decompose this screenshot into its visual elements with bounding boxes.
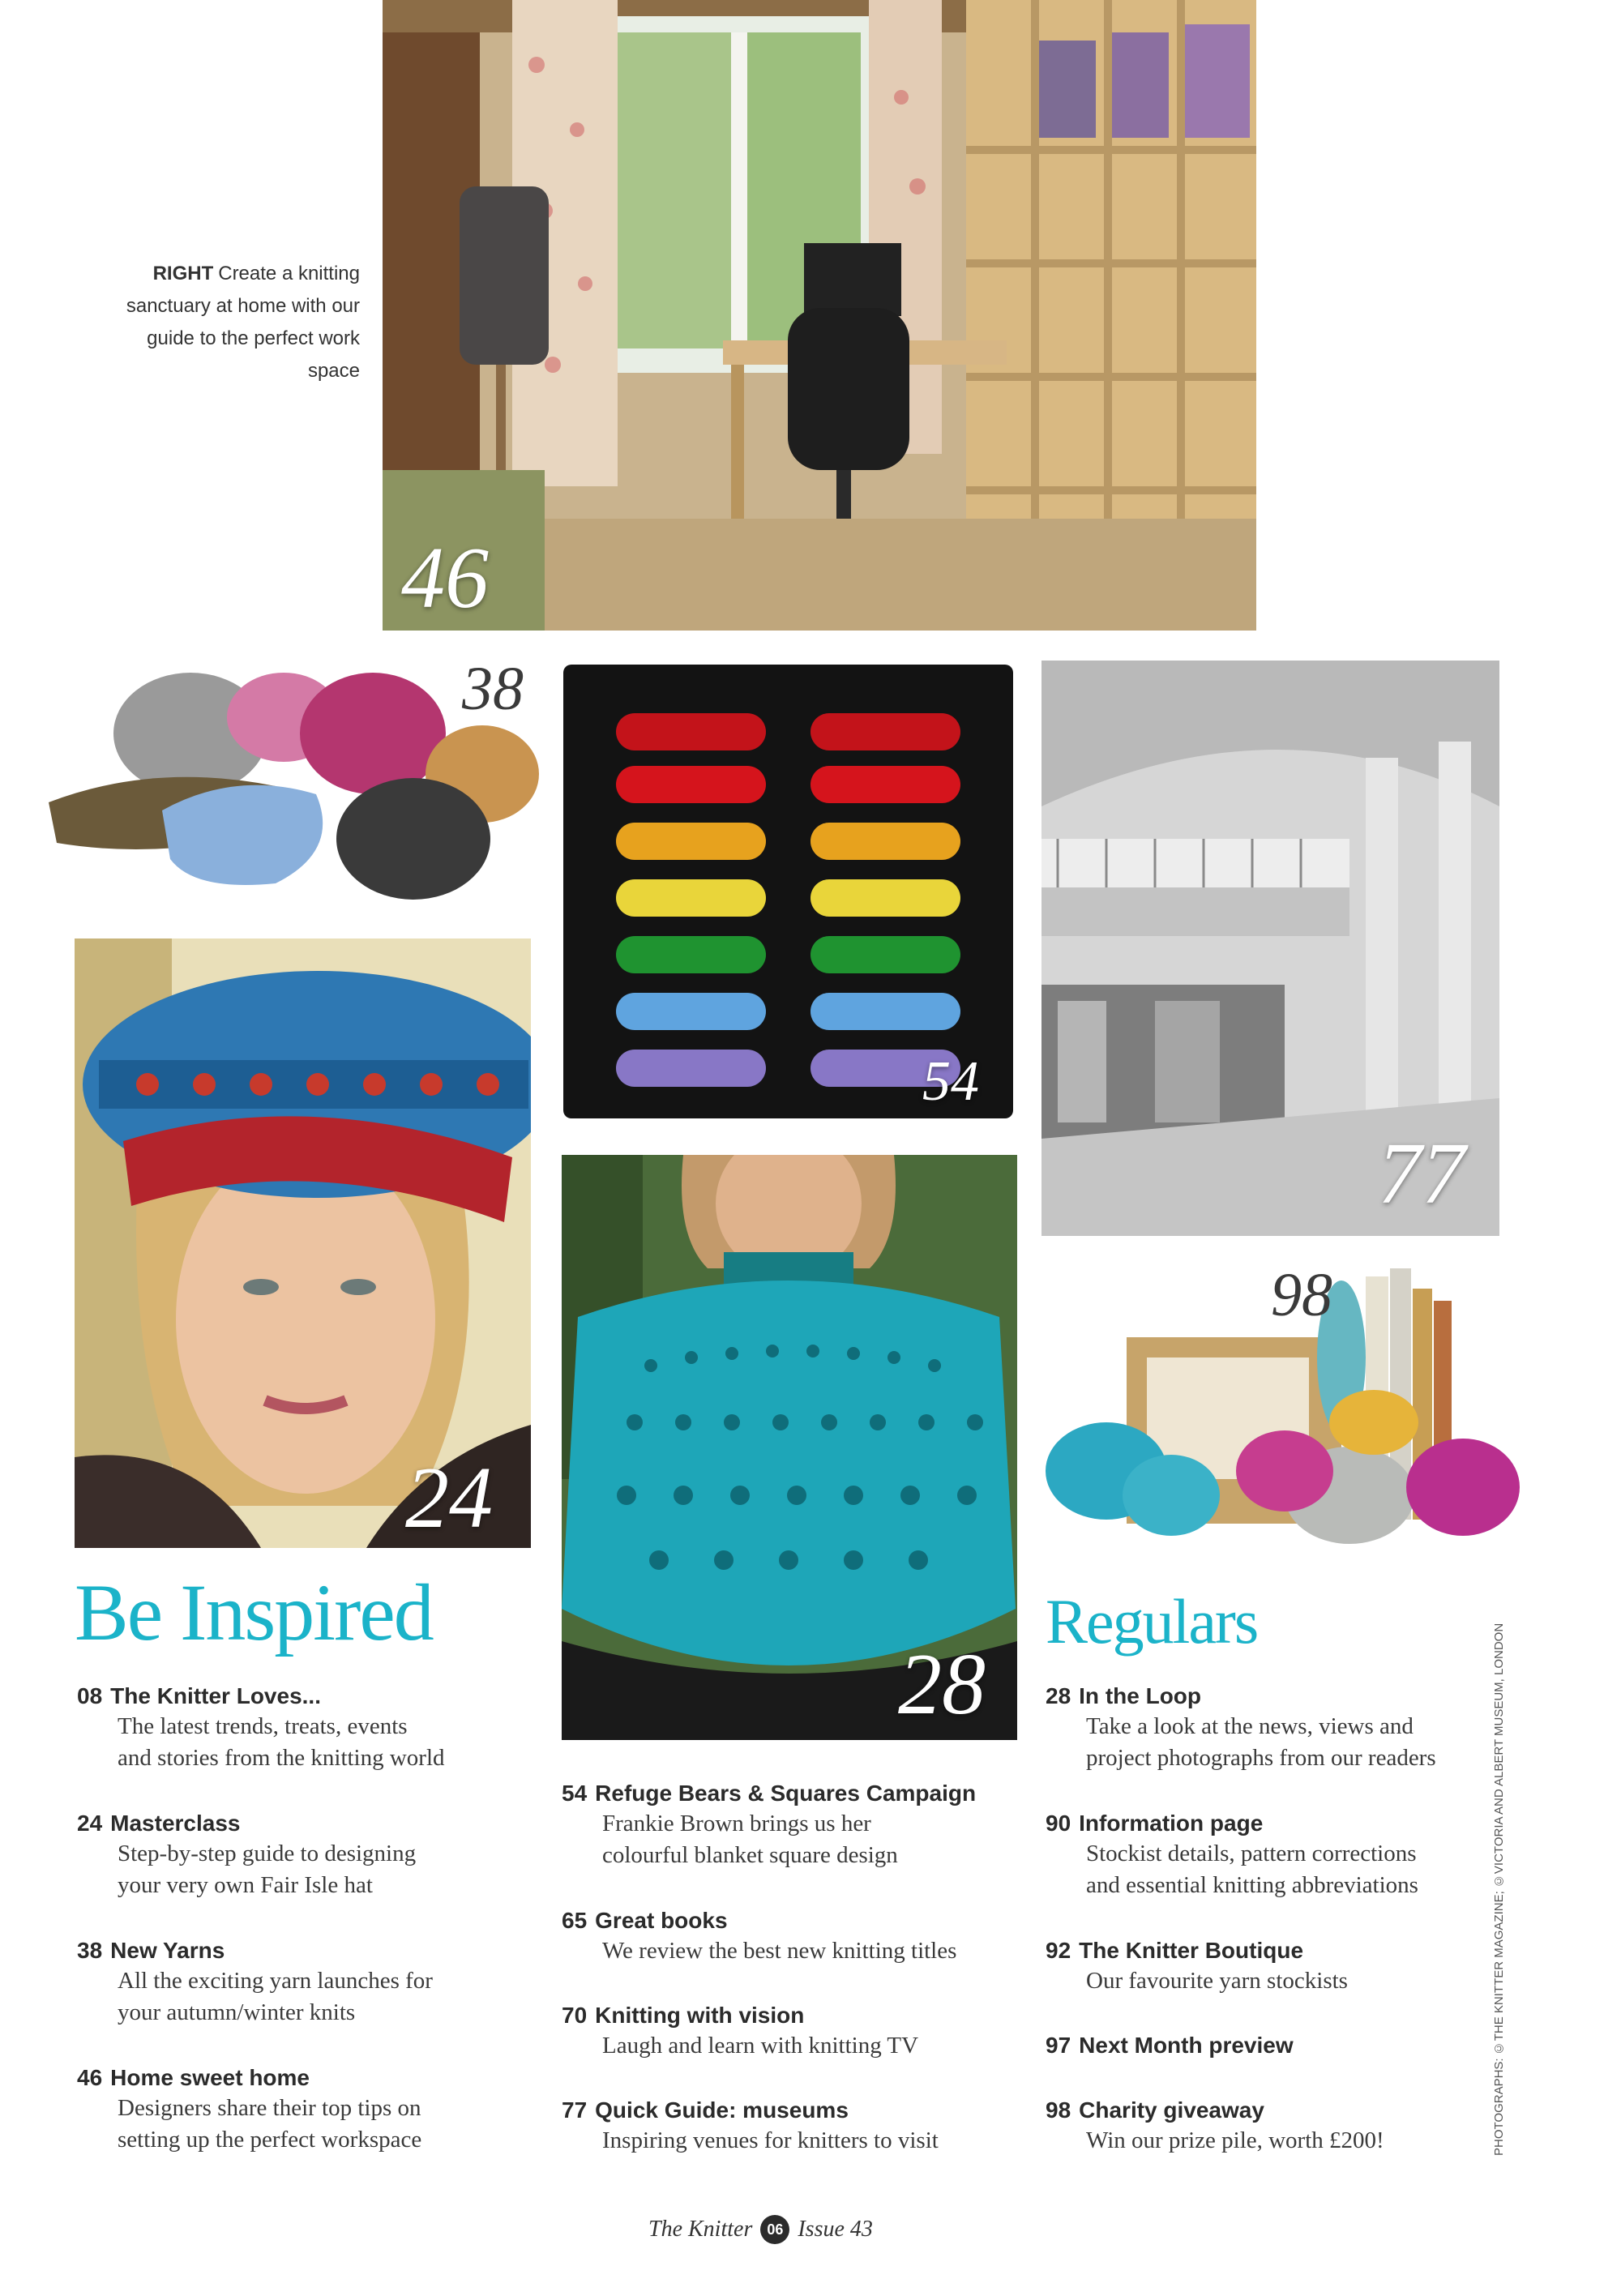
entry-description: and essential knitting abbreviations (1086, 1872, 1418, 1898)
entry-description: Win our prize pile, worth £200! (1086, 2127, 1384, 2153)
contents-entry[interactable] (562, 1779, 976, 1871)
regulars-heading: Regulars (1046, 1586, 1258, 1657)
workspace-photo-art (383, 0, 1256, 631)
entry-description: Our favourite yarn stockists (1086, 1968, 1348, 1994)
entry-description: colourful blanket square design (602, 1842, 898, 1868)
footer-page-number: 06 (760, 2215, 789, 2244)
entry-description: your very own Fair Isle hat (118, 1872, 373, 1898)
contents-entry[interactable] (562, 2096, 939, 2157)
caption-label: RIGHT (152, 263, 214, 284)
entry-page-number: 38 (77, 1938, 103, 1963)
entry-title: The Knitter Boutique (1079, 1938, 1304, 1963)
page-number-38: 38 (462, 655, 524, 723)
entry-description: The latest trends, treats, events (118, 1713, 408, 1739)
entry-description: your autumn/winter knits (118, 1999, 356, 2025)
contents-entry[interactable] (562, 2001, 918, 2062)
entry-title: Great books (595, 1908, 728, 1933)
entry-title: Quick Guide: museums (595, 2097, 849, 2123)
photo-caption (122, 258, 360, 387)
entry-description: Take a look at the news, views and (1086, 1713, 1414, 1739)
contents-entry[interactable] (1046, 1682, 1436, 1774)
entry-page-number: 92 (1046, 1938, 1071, 1963)
entry-description: and stories from the knitting world (118, 1745, 445, 1771)
entry-title: Refuge Bears & Squares Campaign (595, 1781, 977, 1806)
entry-title: In the Loop (1079, 1683, 1202, 1708)
contents-entry[interactable] (1046, 1809, 1418, 1901)
entry-page-number: 70 (562, 2003, 588, 2028)
entry-page-number: 97 (1046, 2033, 1071, 2058)
page-number-28: 28 (898, 1636, 986, 1733)
page-footer (648, 2215, 989, 2244)
entry-title: Masterclass (110, 1811, 241, 1836)
entry-page-number: 98 (1046, 2097, 1071, 2123)
entry-description: Frankie Brown brings us her (602, 1811, 871, 1836)
contents-entry[interactable] (562, 1906, 956, 1967)
entry-title: Charity giveaway (1079, 2097, 1264, 2123)
contents-entry[interactable] (1046, 1936, 1348, 1997)
be-inspired-heading: Be Inspired (75, 1567, 433, 1657)
workspace-photo (383, 0, 1256, 631)
entry-title: Information page (1079, 1811, 1264, 1836)
footer-magazine-name: The Knitter (648, 2217, 753, 2242)
entry-description: Step-by-step guide to designing (118, 1841, 417, 1866)
entry-description: All the exciting yarn launches for (118, 1968, 433, 1994)
page-number-46: 46 (401, 530, 489, 626)
entry-title: The Knitter Loves... (110, 1683, 321, 1708)
entry-description: Stockist details, pattern corrections (1086, 1841, 1417, 1866)
entry-page-number: 54 (562, 1781, 588, 1806)
entry-page-number: 08 (77, 1683, 103, 1708)
page-number-54: 54 (922, 1050, 979, 1113)
contents-entry[interactable] (77, 1682, 445, 1774)
entry-page-number: 28 (1046, 1683, 1071, 1708)
contents-entry[interactable] (1046, 2031, 1294, 2060)
entry-description: We review the best new knitting titles (602, 1938, 957, 1964)
caption-text: Create a knitting sanctuary at home with our guide to the perfect work space (126, 263, 360, 382)
entry-description: setting up the perfect workspace (118, 2127, 422, 2153)
entry-page-number: 77 (562, 2097, 588, 2123)
entry-page-number: 46 (77, 2065, 103, 2090)
contents-entry[interactable] (77, 1936, 433, 2029)
entry-description: Laugh and learn with knitting TV (602, 2033, 919, 2059)
entry-page-number: 90 (1046, 1811, 1071, 1836)
entry-title: New Yarns (110, 1938, 225, 1963)
page-number-24: 24 (405, 1450, 493, 1546)
entry-title: Home sweet home (110, 2065, 310, 2090)
entry-description: project photographs from our readers (1086, 1745, 1436, 1771)
entry-title: Knitting with vision (595, 2003, 805, 2028)
photo-credits: PHOTOGRAPHS: ©THE KNITTER MAGAZINE; ©VICTORIA AND ALBERT MUSEUM, LONDON (1492, 1623, 1506, 2156)
contents-entry[interactable] (77, 2063, 421, 2156)
entry-page-number: 24 (77, 1811, 103, 1836)
entry-page-number: 65 (562, 1908, 588, 1933)
contents-entry[interactable] (1046, 2096, 1384, 2157)
page-number-98: 98 (1271, 1261, 1332, 1329)
contents-entry[interactable] (77, 1809, 416, 1901)
entry-description: Inspiring venues for knitters to visit (602, 2127, 939, 2153)
page-number-77: 77 (1378, 1126, 1465, 1222)
entry-description: Designers share their top tips on (118, 2095, 421, 2121)
footer-issue: Issue 43 (798, 2217, 873, 2242)
entry-title: Next Month preview (1079, 2033, 1294, 2058)
